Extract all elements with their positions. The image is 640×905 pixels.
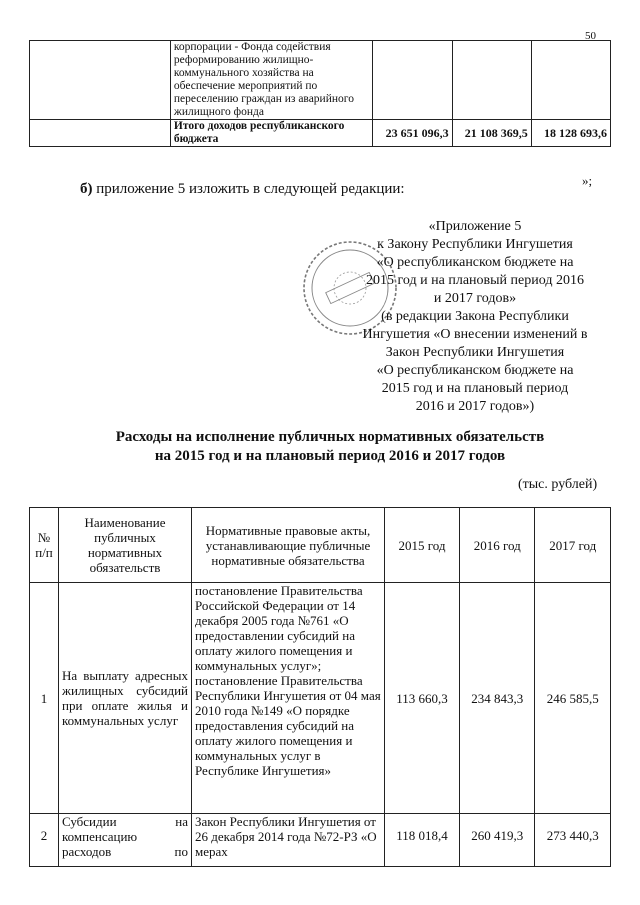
- amendment-item: [80, 181, 405, 198]
- table-cell-empty: [30, 41, 171, 120]
- total-2017: 18 128 693,6: [531, 120, 610, 147]
- appendix-line: «О республиканском бюджете на: [376, 363, 574, 378]
- appendix-line: 2016 и 2017 годов»): [415, 399, 535, 414]
- row-2015: 113 660,3: [385, 583, 460, 814]
- appendix-line: и 2017 годов»: [433, 291, 517, 306]
- row-num: 2: [30, 814, 59, 867]
- units-label: (тыс. рублей): [518, 477, 598, 492]
- row-name: Субсидии на компенсацию расходов по: [59, 814, 192, 867]
- appendix-header: [330, 218, 620, 416]
- total-2015: 23 651 096,3: [373, 120, 452, 147]
- row-2017: 246 585,5: [535, 583, 611, 814]
- row-2015: 118 018,4: [385, 814, 460, 867]
- table-cell-empty: [30, 120, 171, 147]
- total-label: Итого доходов республиканского бюджета: [170, 120, 373, 147]
- appendix-line: (в редакции Закона Республики: [381, 309, 569, 324]
- header-name: Наименование публичных нормативных обязательств: [59, 508, 192, 583]
- header-2017: 2017 год: [535, 508, 611, 583]
- table-cell-empty: [373, 41, 452, 120]
- page-number: 50: [585, 30, 596, 42]
- row-2017: 273 440,3: [535, 814, 611, 867]
- appendix-line: Ингушетия «О внесении изменений в: [362, 327, 588, 342]
- row-acts: постановление Правительства Российской Федерации от 14 декабря 2005 года №761 «О предоставлении субсидий на оплату жилого помещения и коммунальных услуг»; постановление Правительства Республики Ингушетия от 04 мая 2010 года №149 «О порядке предоставления субсидий на оплату жилого помещения и коммунальных услуг в Республике Ингушетия»: [192, 583, 385, 814]
- total-2016: 21 108 369,5: [452, 120, 531, 147]
- row-acts: Закон Республики Ингушетия от 26 декабря 2014 года №72-РЗ «О мерах: [192, 814, 385, 867]
- expenditures-table: [29, 507, 611, 867]
- appendix-line: «О республиканском бюджете на: [376, 255, 574, 270]
- table-row: [30, 814, 611, 867]
- continued-text-cell: корпорации - Фонда содействия реформированию жилищно-коммунального хозяйства на обеспечение мероприятий по переселению граждан из аварийного жилищного фонда: [170, 41, 373, 120]
- header-acts: Нормативные правовые акты, устанавливающие публичные нормативные обязательства: [192, 508, 385, 583]
- title-line-1: Расходы на исполнение публичных нормативных обязательств: [115, 429, 545, 445]
- table-row: [30, 583, 611, 814]
- table-cell-empty: [531, 41, 610, 120]
- item-text: приложение 5 изложить в следующей редакции:: [92, 181, 405, 197]
- header-2015: 2015 год: [385, 508, 460, 583]
- table-row: [30, 41, 611, 120]
- title-line-2: на 2015 год и на плановый период 2016 и 2017 годов: [154, 448, 506, 464]
- row-num: 1: [30, 583, 59, 814]
- revenue-table-continuation: [29, 40, 611, 147]
- appendix-line: «Приложение 5: [428, 219, 522, 234]
- appendix-line: к Закону Республики Ингушетия: [377, 237, 573, 252]
- appendix-line: 2015 год и на плановый период 2016: [366, 273, 584, 288]
- document-title: [40, 428, 620, 466]
- table-cell-empty: [452, 41, 531, 120]
- closing-quote: »;: [582, 173, 593, 188]
- row-2016: 260 419,3: [459, 814, 535, 867]
- table-header-row: [30, 508, 611, 583]
- header-2016: 2016 год: [459, 508, 535, 583]
- row-name: На выплату адресных жилищных субсидий при оплате жилья и коммунальных услуг: [59, 583, 192, 814]
- row-2016: 234 843,3: [459, 583, 535, 814]
- header-num: № п/п: [30, 508, 59, 583]
- appendix-line: Закон Республики Ингушетия: [385, 345, 565, 360]
- total-row: [30, 120, 611, 147]
- item-marker: б): [80, 181, 93, 197]
- appendix-line: 2015 год и на плановый период: [381, 381, 569, 396]
